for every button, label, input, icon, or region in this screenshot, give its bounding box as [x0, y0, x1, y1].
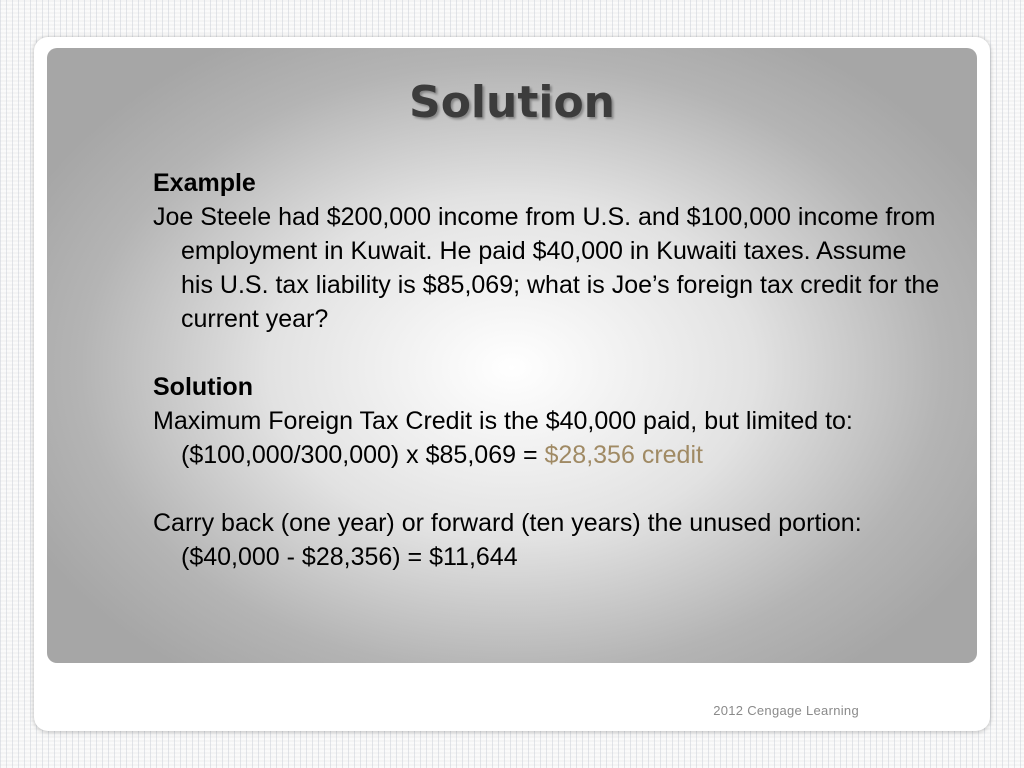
formula-prefix: ($100,000/300,000) x $85,069 =: [181, 441, 545, 469]
example-heading: Example: [153, 169, 256, 197]
slide-body: [153, 166, 943, 574]
formula-result: $28,356 credit: [544, 441, 703, 469]
formula-line: [153, 438, 943, 472]
spacer: [153, 336, 943, 370]
carry-formula: ($40,000 - $28,356) = $11,644: [181, 543, 518, 571]
spacer: [153, 472, 943, 506]
slide-title: Solution: [409, 77, 615, 128]
example-text: Joe Steele had $200,000 income from U.S. and $100,000 income from employment in Kuwait. He paid $40,000 in Kuwaiti taxes. Assume his U.S. tax liability is $85,069; what is Joe’s foreign tax credit for the current year?: [153, 203, 940, 333]
carry-text: Carry back (one year) or forward (ten years) the unused portion:: [153, 509, 862, 537]
footer-copyright: 2012 Cengage Learning: [713, 703, 859, 718]
solution-heading: Solution: [153, 373, 253, 401]
solution-text: Maximum Foreign Tax Credit is the $40,000 paid, but limited to:: [153, 407, 853, 435]
